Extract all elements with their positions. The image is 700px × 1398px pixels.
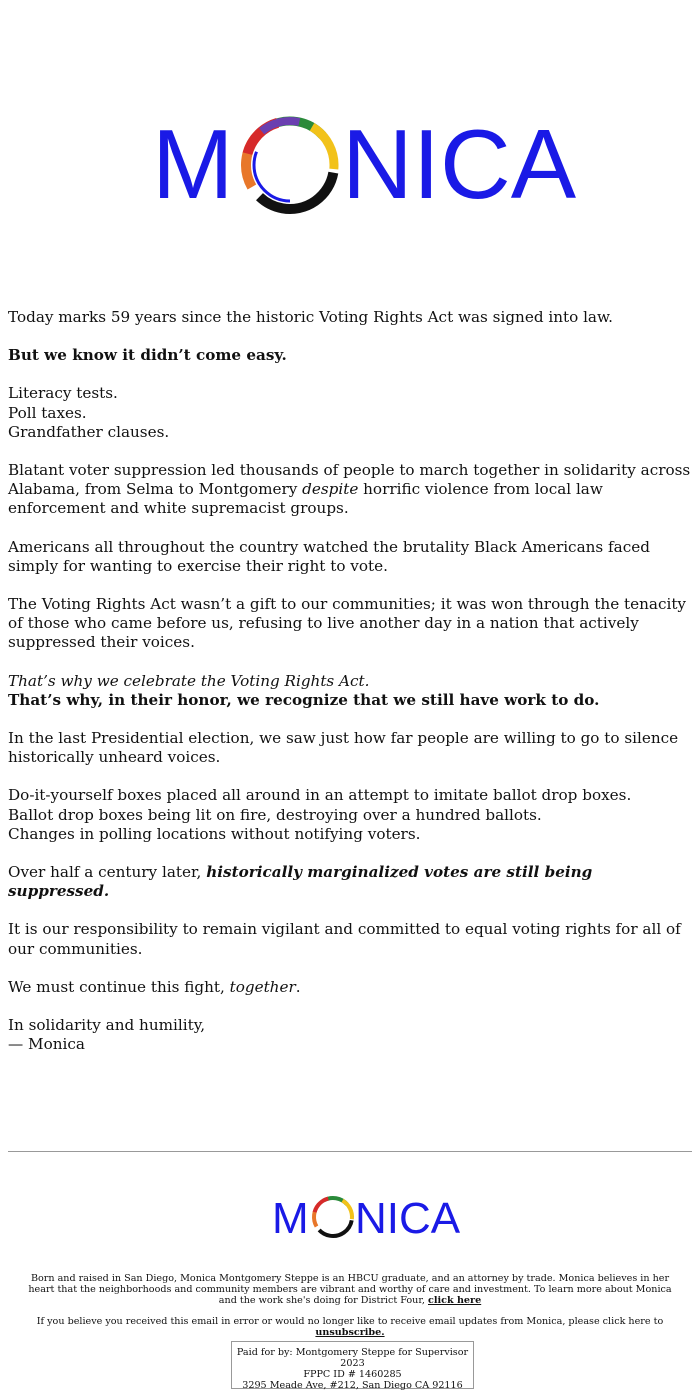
fppc-id: FPPC ID # 1460285 — [303, 1369, 402, 1380]
bio-text: Born and raised in San Diego, Monica Montgomery Steppe is an HBCU graduate, and an attorney by trade. Monica believes in her heart that the neighborhoods and community members are vibrant and worthy of care and investment. To learn more about Monica and the work she's doing for District Four, — [28, 1273, 672, 1306]
brutality-paragraph: Americans all throughout the country watched the brutality Black Americans faced simply for wanting to exercise their right to vote. — [8, 537, 650, 575]
footer-bio — [20, 1273, 680, 1306]
text-run-italic: despite — [302, 480, 359, 499]
text-run-italic: together — [229, 977, 296, 996]
march-paragraph — [8, 461, 692, 519]
footer-divider — [8, 1151, 692, 1152]
celebrate-paragraph — [8, 672, 692, 710]
footer-logo — [0, 1190, 700, 1246]
text-run: Over half a century later, — [8, 863, 207, 882]
list-item: Do-it-yourself boxes placed all around in an attempt to imitate ballot drop boxes. — [8, 786, 632, 805]
footer-logo-letter-m: M — [272, 1194, 309, 1243]
gift-paragraph: The Voting Rights Act wasn’t a gift to our communities; it was won through the tenacity of those who came before us, refusing to live another day in a nation that actively suppressed their voices. — [8, 595, 687, 652]
unsubscribe-link[interactable]: unsubscribe. — [315, 1327, 385, 1338]
list-item: Ballot drop boxes being lit on fire, destroying over a hundred ballots. — [8, 805, 542, 824]
intro-paragraph: Today marks 59 years since the historic Voting Rights Act was signed into law. — [8, 308, 614, 326]
responsibility-paragraph: It is our responsibility to remain vigilant and committed to equal voting rights for all of our communities. — [8, 920, 681, 958]
list-item: Poll taxes. — [8, 403, 87, 422]
text-run: We must continue this fight, — [8, 977, 230, 996]
footer-unsubscribe — [20, 1316, 680, 1338]
suppression-list — [8, 384, 692, 442]
list-item: Literacy tests. — [8, 384, 118, 403]
logo-ring-icon — [228, 108, 352, 227]
election-paragraph: In the last Presidential election, we saw just how far people are willing to go to silence historically unheard voices. — [8, 729, 679, 767]
text-run: horrific violence from local law enforcement and white supremacist groups. — [8, 480, 603, 518]
half-century-paragraph — [8, 863, 692, 901]
mailing-address: 3295 Meade Ave, #212, San Diego CA 92116 — [242, 1380, 463, 1391]
logo-letter-m: M — [152, 109, 234, 219]
email-body — [8, 308, 692, 1054]
list-item: Changes in polling locations without notifying voters. — [8, 824, 421, 843]
signoff-line: In solidarity and humility, — [8, 1016, 206, 1035]
text-run: Blatant voter suppression led thousands of people to march together in solidarity across Alabama, from Selma to Montgomery — [8, 461, 691, 499]
monica-logo — [0, 108, 700, 228]
signoff — [8, 1016, 692, 1054]
text-run-bold-italic: historically marginalized votes are still being suppressed. — [8, 863, 593, 901]
footer-logo-ring-icon — [307, 1191, 359, 1243]
continue-paragraph — [8, 978, 692, 997]
footer-logo-letters-nica: NICA — [355, 1194, 461, 1243]
unsubscribe-text: If you believe you received this email in error or would no longer like to receive email updates from Monica, please click here to — [36, 1316, 664, 1327]
text-run-italic: That’s why we celebrate the Voting Rights Act. — [8, 671, 370, 690]
paid-for-line: Paid for by: Montgomery Steppe for Supervisor 2023 — [236, 1347, 469, 1369]
learn-more-link[interactable]: click here — [427, 1295, 482, 1306]
text-run: . — [295, 977, 301, 996]
list-item: Grandfather clauses. — [8, 422, 170, 441]
logo-letters-nica: NICA — [342, 109, 577, 219]
emphasis-paragraph: But we know it didn’t come easy. — [8, 346, 287, 365]
incidents-list — [8, 786, 692, 844]
paid-for-disclaimer — [231, 1341, 474, 1389]
text-run-bold: That’s why, in their honor, we recognize that we still have work to do. — [8, 690, 600, 709]
signature: — Monica — [8, 1035, 85, 1054]
